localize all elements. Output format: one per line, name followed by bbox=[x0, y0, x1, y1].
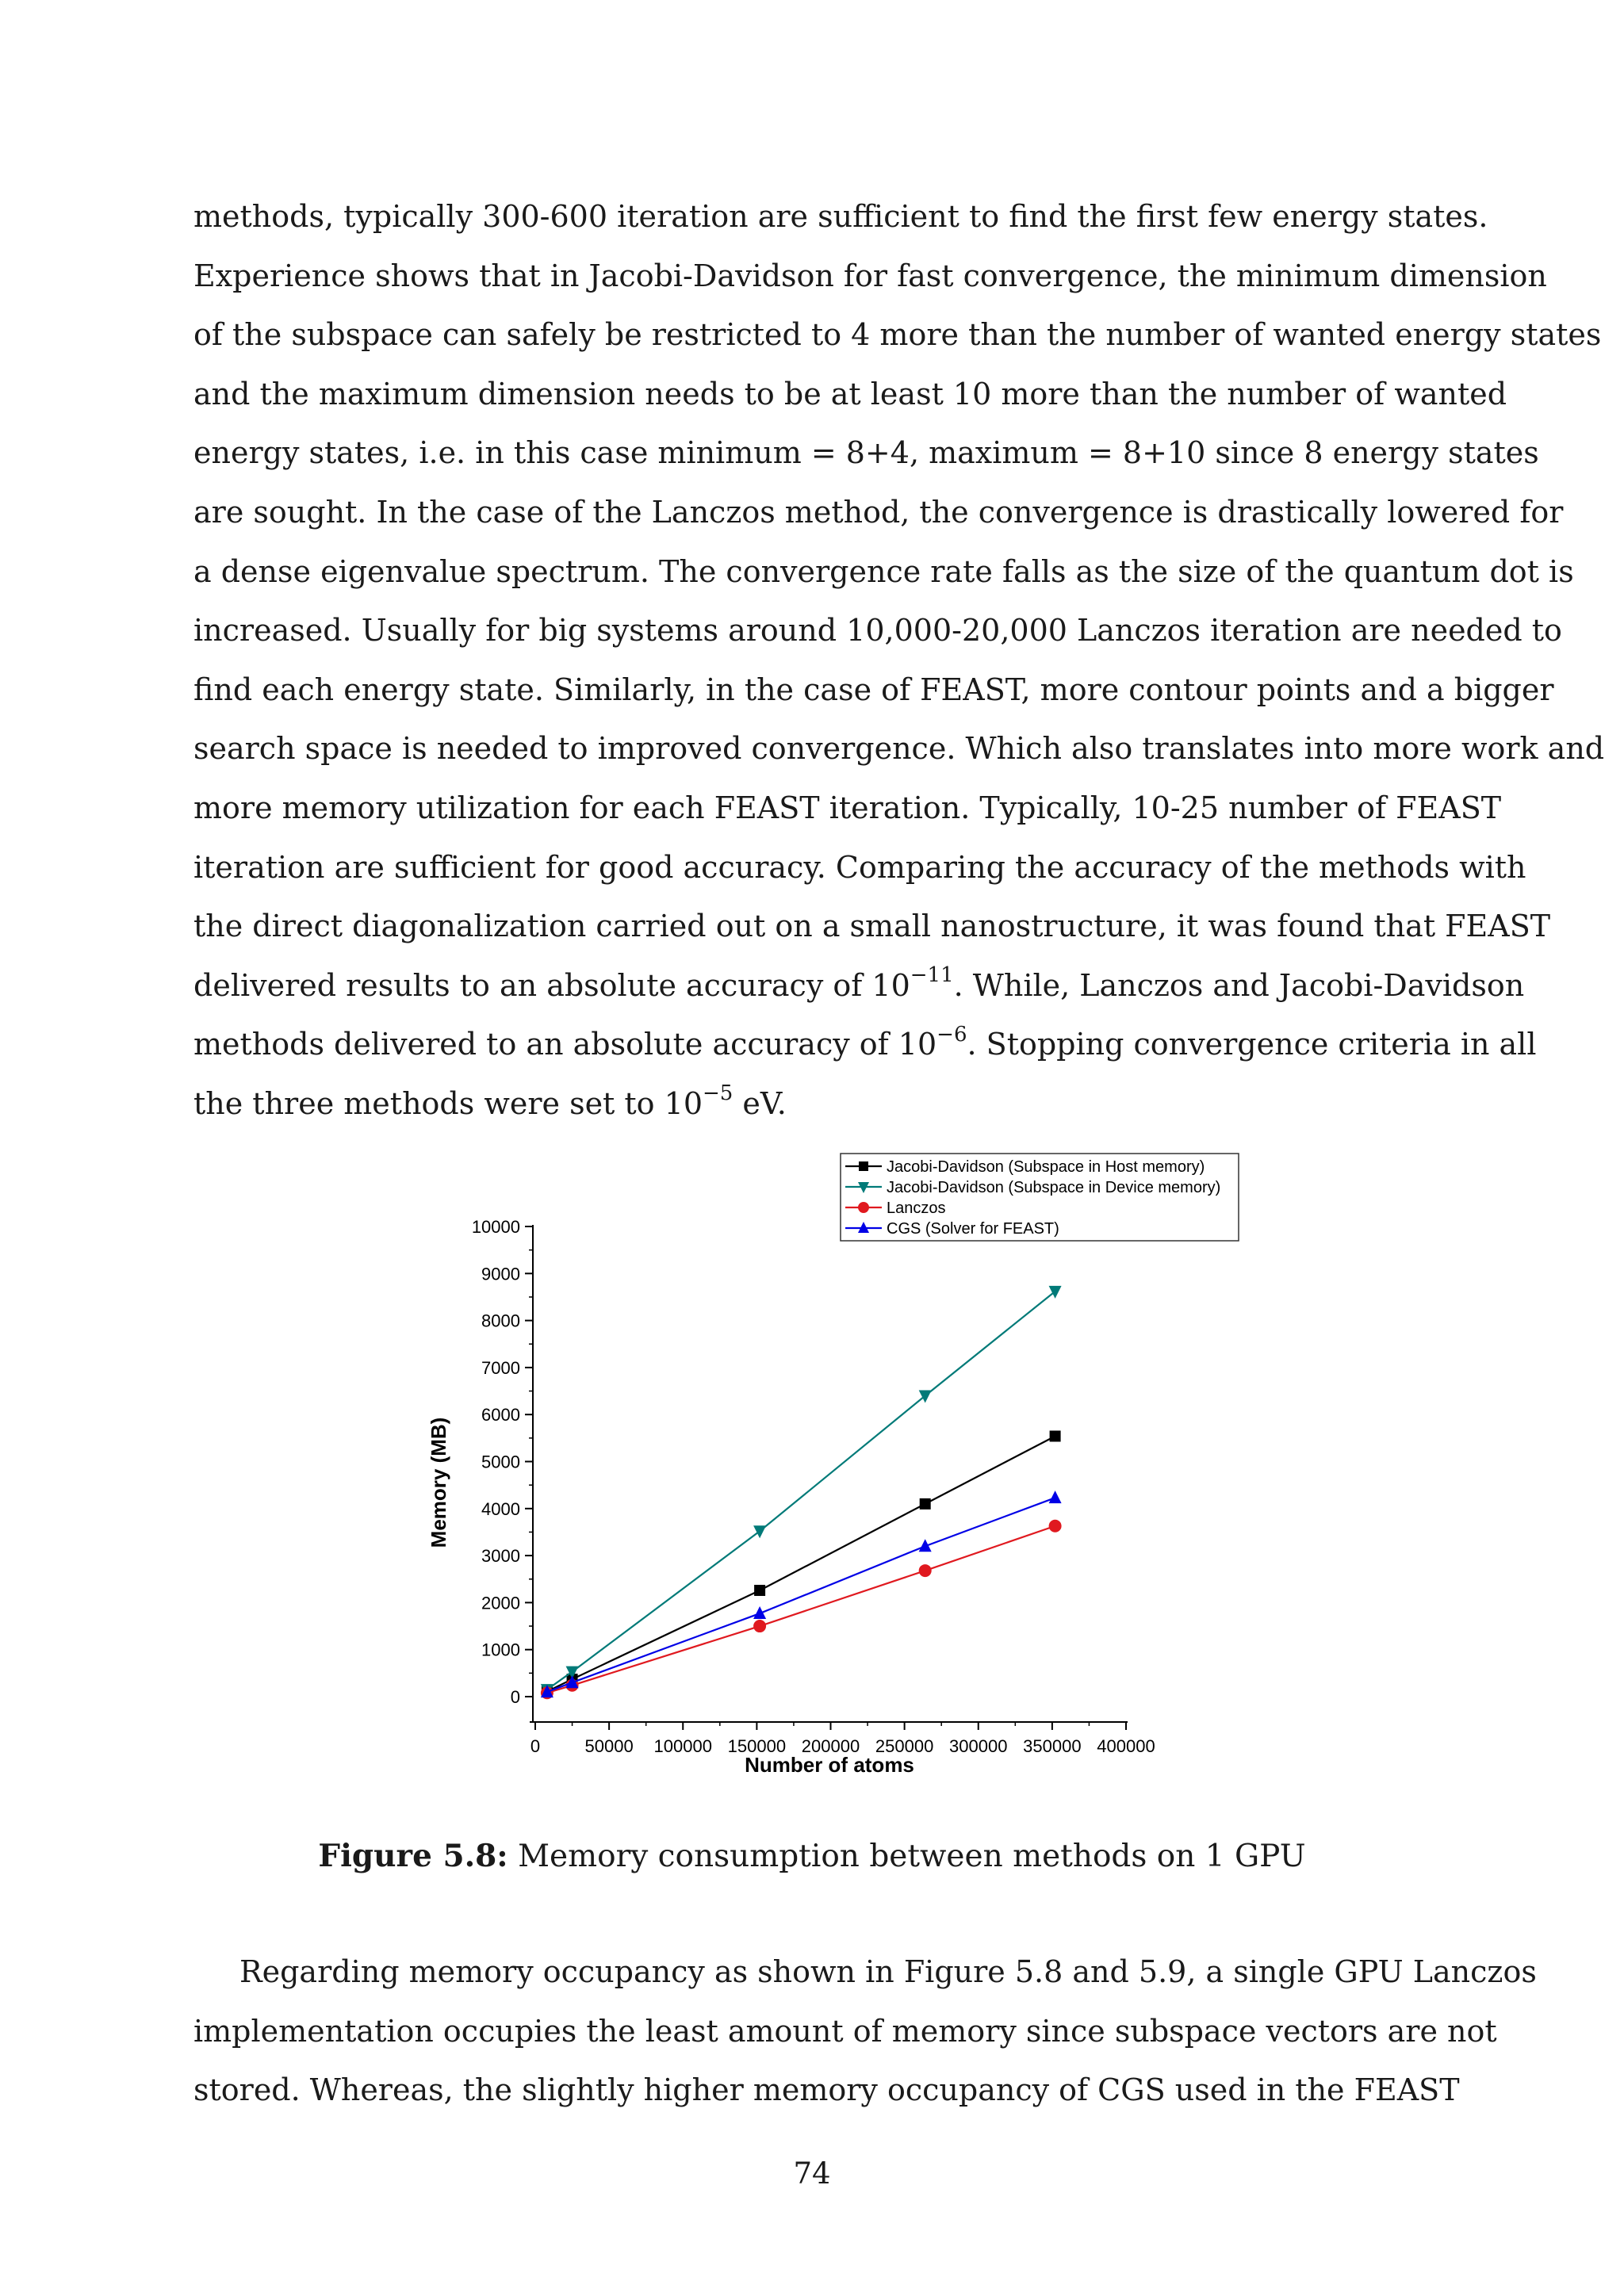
series-line bbox=[547, 1498, 1055, 1692]
text-line: Regarding memory occupancy as shown in Figure 5.8 and 5.9, a single GPU Lanczos bbox=[239, 1954, 1537, 1989]
y-tick-label: 8000 bbox=[481, 1311, 520, 1331]
x-tick-label: 400000 bbox=[1097, 1736, 1155, 1756]
x-tick-label: 0 bbox=[530, 1736, 541, 1756]
series-line bbox=[547, 1292, 1055, 1689]
y-tick-label: 0 bbox=[510, 1687, 520, 1707]
data-point-circle bbox=[753, 1620, 766, 1632]
exponent: −5 bbox=[703, 1081, 733, 1106]
data-point-circle bbox=[919, 1564, 932, 1577]
text-line: search space is needed to improved convergence. Which also translates into more work and bbox=[193, 731, 1605, 767]
text-line: of the subspace can safely be restricted to 4 more than the number of wanted energy states bbox=[193, 317, 1602, 353]
data-point-square bbox=[1050, 1430, 1061, 1441]
text-line: find each energy state. Similarly, in the case of FEAST, more contour points and a bigger bbox=[193, 672, 1554, 707]
y-tick-label: 4000 bbox=[481, 1498, 520, 1519]
y-tick-label: 2000 bbox=[481, 1593, 520, 1613]
series-line bbox=[547, 1526, 1055, 1693]
x-tick-label: 200000 bbox=[801, 1736, 860, 1756]
series-line bbox=[547, 1436, 1055, 1691]
data-point-square bbox=[859, 1161, 868, 1171]
x-tick-label: 250000 bbox=[875, 1736, 934, 1756]
x-tick-label: 350000 bbox=[1023, 1736, 1082, 1756]
y-tick-label: 3000 bbox=[481, 1546, 520, 1567]
x-tick-label: 50000 bbox=[584, 1736, 634, 1756]
data-point-triangle-down bbox=[1049, 1286, 1062, 1299]
text-line: methods, typically 300-600 iteration are sufficient to find the first few energy states. bbox=[193, 199, 1488, 234]
exponent: −6 bbox=[936, 1022, 967, 1047]
data-point-triangle-down bbox=[919, 1390, 932, 1402]
legend-entry: CGS (Solver for FEAST) bbox=[887, 1220, 1059, 1238]
page-number: 74 bbox=[793, 2156, 831, 2191]
legend-entry: Lanczos bbox=[887, 1200, 946, 1217]
text-line: increased. Usually for big systems around 10,000-20,000 Lanczos iteration are needed to bbox=[193, 613, 1562, 649]
data-point-triangle-down bbox=[753, 1525, 766, 1538]
text-line: iteration are sufficient for good accuracy. Comparing the accuracy of the methods with bbox=[193, 849, 1526, 885]
data-point-square bbox=[754, 1585, 765, 1596]
text-line: are sought. In the case of the Lanczos method, the convergence is drastically lowered for bbox=[193, 494, 1564, 530]
y-tick-label: 5000 bbox=[481, 1452, 520, 1472]
data-point-circle bbox=[1049, 1520, 1062, 1533]
legend-entry: Jacobi-Davidson (Subspace in Host memory) bbox=[887, 1158, 1205, 1176]
data-point-circle bbox=[858, 1202, 869, 1213]
y-tick-label: 7000 bbox=[481, 1357, 520, 1378]
data-point-triangle-up bbox=[753, 1606, 766, 1619]
text-line: stored. Whereas, the slightly higher memory occupancy of CGS used in the FEAST bbox=[193, 2072, 1460, 2108]
figure-label: Figure 5.8: bbox=[318, 1838, 508, 1874]
x-tick-label: 300000 bbox=[949, 1736, 1008, 1756]
body-paragraph bbox=[193, 187, 1605, 1134]
exponent: −11 bbox=[910, 963, 954, 988]
text-line: implementation occupies the least amount of memory since subspace vectors are not bbox=[193, 2013, 1497, 2049]
x-tick-label: 100000 bbox=[653, 1736, 712, 1756]
text-line: more memory utilization for each FEAST iteration. Typically, 10-25 number of FEAST bbox=[193, 790, 1502, 825]
x-axis-label: Number of atoms bbox=[745, 1753, 914, 1777]
text-line: methods delivered to an absolute accuracy of $10^{-6}$. Stopping convergence criteria in all bbox=[193, 1022, 1537, 1062]
text-line: the direct diagonalization carried out on a small nanostructure, it was found that FEAST bbox=[193, 909, 1551, 944]
y-tick-label: 10000 bbox=[471, 1217, 520, 1237]
data-point-square bbox=[920, 1498, 931, 1510]
data-point-triangle-up bbox=[1049, 1490, 1062, 1503]
y-tick-label: 1000 bbox=[481, 1640, 520, 1660]
body-paragraph bbox=[193, 1942, 1537, 2120]
y-axis-label: Memory (MB) bbox=[427, 1417, 450, 1548]
text-line: delivered results to an absolute accuracy of $10^{-11}$. While, Lanczos and Jacobi-Davidson bbox=[193, 963, 1525, 1003]
y-tick-label: 9000 bbox=[481, 1264, 520, 1284]
legend-entry: Jacobi-Davidson (Subspace in Device memory) bbox=[887, 1179, 1221, 1196]
text-line: energy states, i.e. in this case minimum = 8+4, maximum = 8+10 since 8 energy states bbox=[193, 435, 1539, 471]
text-line: and the maximum dimension needs to be at least 10 more than the number of wanted bbox=[193, 376, 1507, 411]
text-line: a dense eigenvalue spectrum. The convergence rate falls as the size of the quantum dot is bbox=[193, 553, 1574, 589]
text-line: the three methods were set to $10^{-5}$ eV. bbox=[193, 1081, 787, 1121]
x-tick-label: 150000 bbox=[727, 1736, 787, 1756]
text-line: Experience shows that in Jacobi-Davidson for fast convergence, the minimum dimension bbox=[193, 258, 1547, 293]
y-tick-label: 6000 bbox=[481, 1405, 520, 1425]
memory-chart bbox=[412, 1142, 1245, 1800]
figure-caption bbox=[0, 1838, 1624, 1874]
caption-text: Memory consumption between methods on 1 GPU bbox=[508, 1839, 1306, 1874]
